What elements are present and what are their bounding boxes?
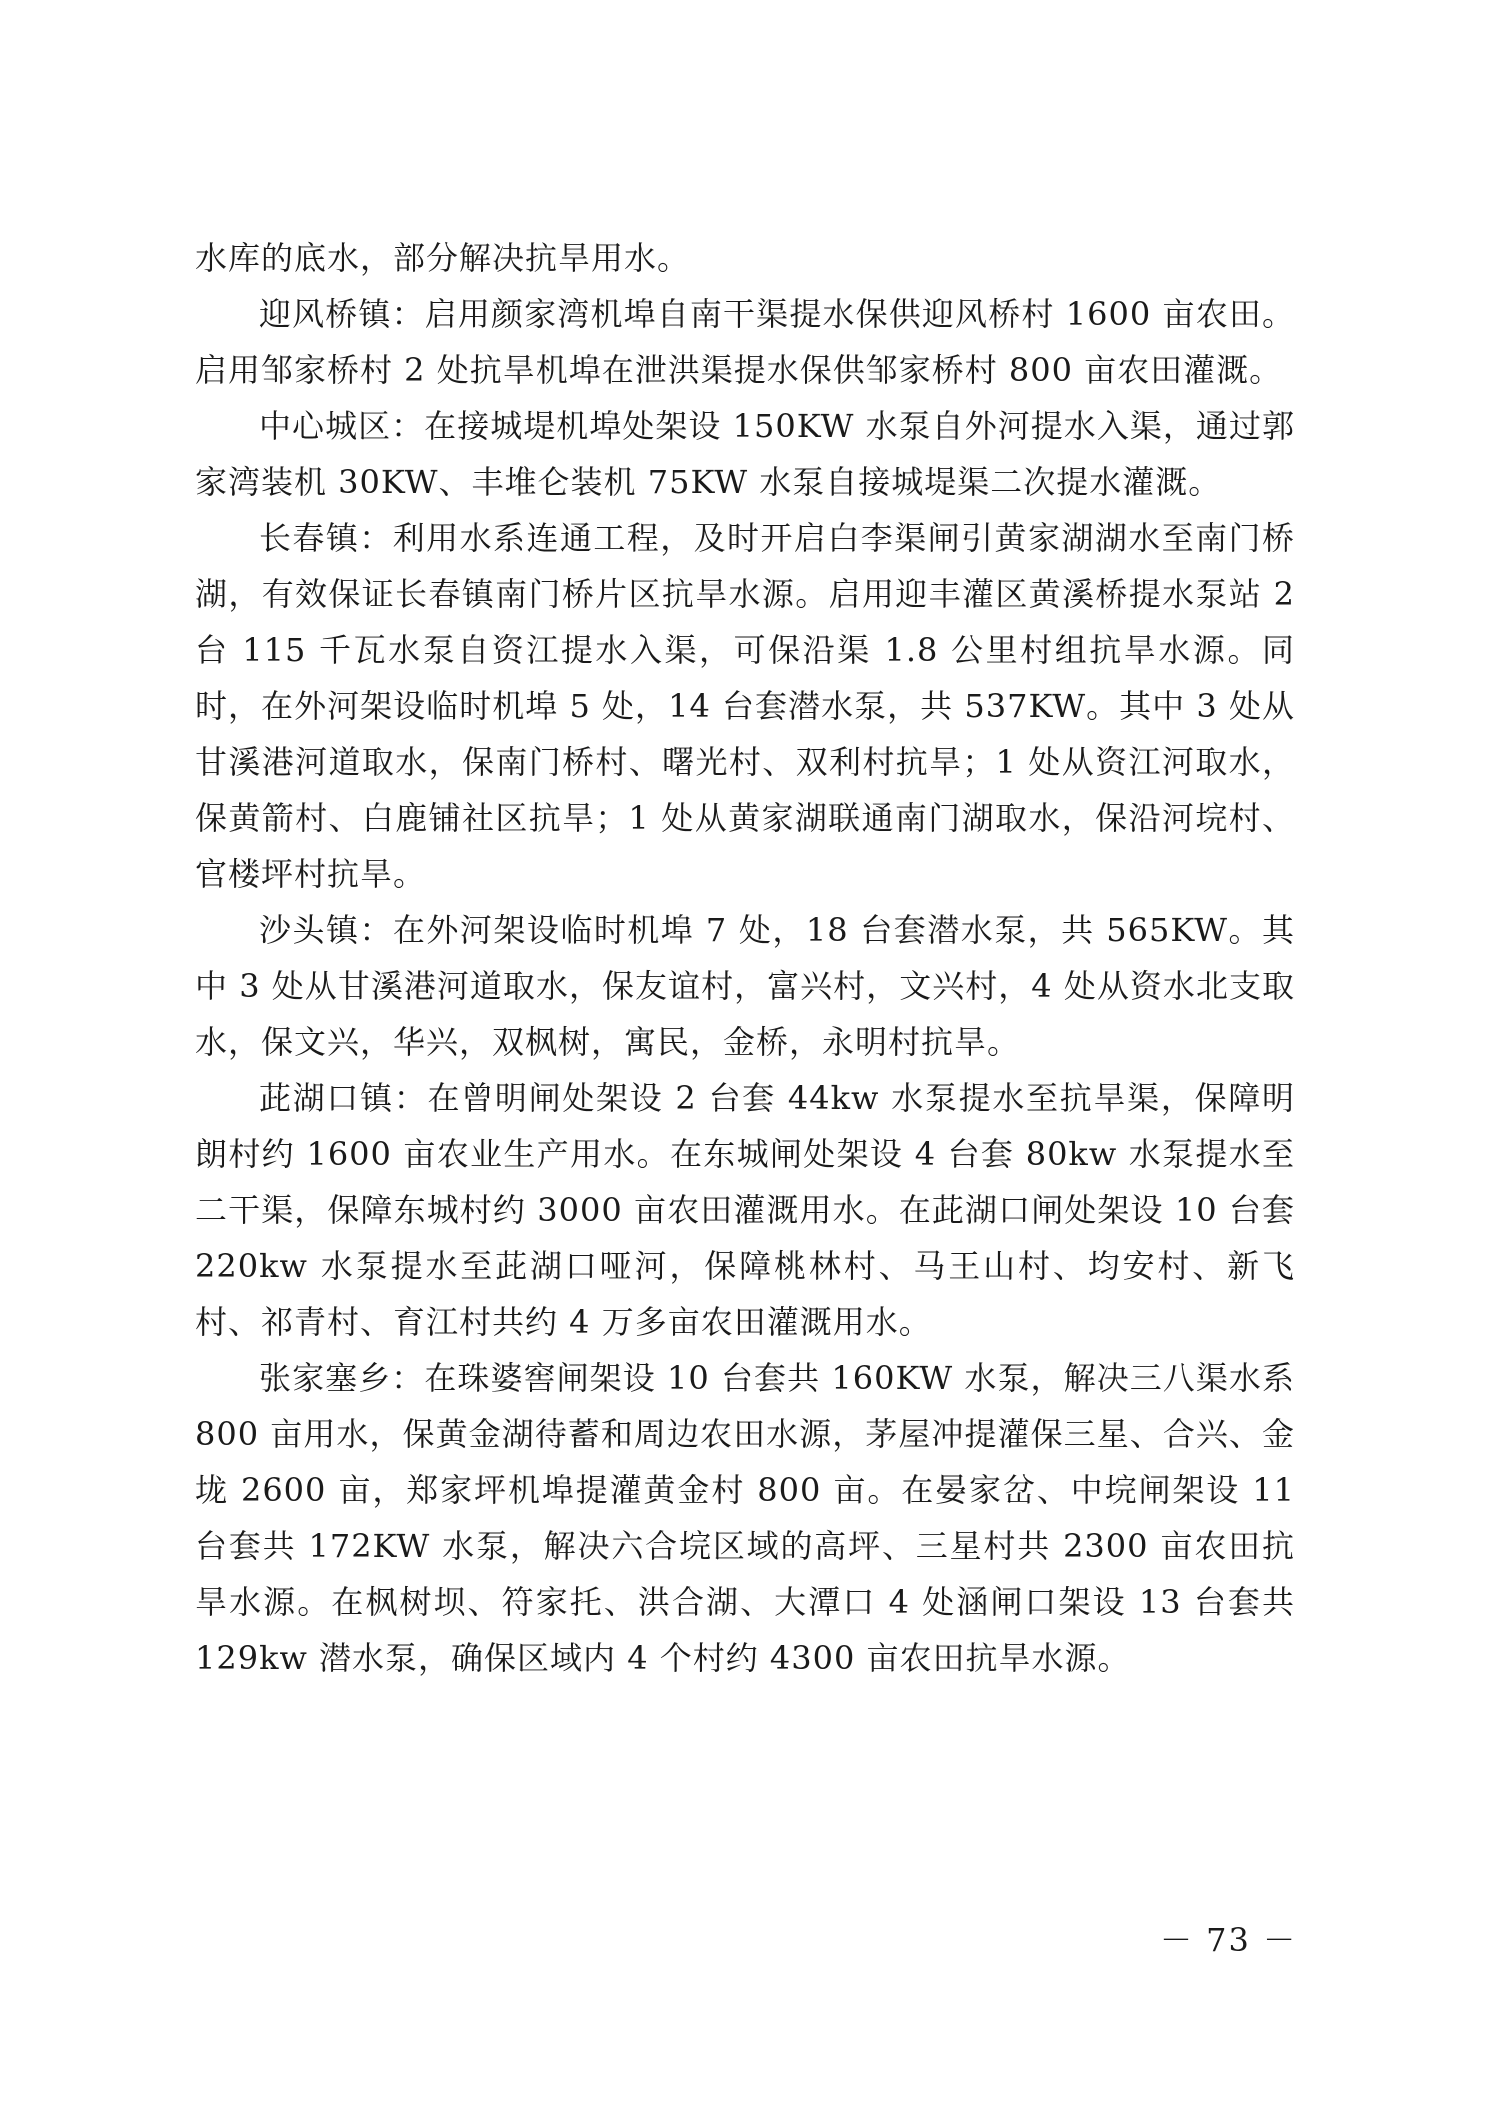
paragraph: 沙头镇：在外河架设临时机埠 7 处，18 台套潜水泵，共 565KW。其中 3 处从甘溪港河道取水，保友谊村，富兴村，文兴村，4 处从资水北支取水，保文兴，华兴，双枫树，寓民，金桥，永明村抗旱。 xyxy=(195,911,1295,1061)
paragraph: 迎风桥镇：启用颜家湾机埠自南干渠提水保供迎风桥村 1600 亩农田。启用邹家桥村 2 处抗旱机埠在泄洪渠提水保供邹家桥村 800 亩农田灌溉。 xyxy=(195,295,1295,389)
paragraph: 张家塞乡：在珠婆窖闸架设 10 台套共 160KW 水泵，解决三八渠水系 800 亩用水，保黄金湖待蓄和周边农田水源，茅屋冲提灌保三星、合兴、金垅 2600 亩，郑家坪机埠提灌黄金村 800 亩。在晏家岔、中垸闸架设 11 台套共 172KW 水泵，解决六合垸区域的高坪、三星村共 2300 亩农田抗旱水源。在枫树坝、符家托、洪合湖、大潭口 4 处涵闸口架设 13 台套共 129kw 潜水泵，确保区域内 4 个村约 4300 亩农田抗旱水源。 xyxy=(195,1359,1295,1677)
paragraph: 中心城区：在接城堤机埠处架设 150KW 水泵自外河提水入渠，通过郭家湾装机 30KW、丰堆仑装机 75KW 水泵自接城堤渠二次提水灌溉。 xyxy=(195,407,1295,501)
paragraph: 水库的底水，部分解决抗旱用水。 xyxy=(195,239,691,277)
body-text xyxy=(195,230,1295,1686)
paragraph: 茈湖口镇：在曾明闸处架设 2 台套 44kw 水泵提水至抗旱渠，保障明朗村约 1600 亩农业生产用水。在东城闸处架设 4 台套 80kw 水泵提水至二干渠，保障东城村约 3000 亩农田灌溉用水。在茈湖口闸处架设 10 台套 220kw 水泵提水至茈湖口哑河，保障桃林村、马王山村、均安村、新飞村、祁青村、育江村共约 4 万多亩农田灌溉用水。 xyxy=(195,1079,1295,1341)
page-number: － 73 － xyxy=(1160,1921,1298,1959)
paragraph: 长春镇：利用水系连通工程，及时开启白李渠闸引黄家湖湖水至南门桥湖，有效保证长春镇南门桥片区抗旱水源。启用迎丰灌区黄溪桥提水泵站 2 台 115 千瓦水泵自资江提水入渠，可保沿渠 1.8 公里村组抗旱水源。同时，在外河架设临时机埠 5 处，14 台套潜水泵，共 537KW。其中 3 处从甘溪港河道取水，保南门桥村、曙光村、双利村抗旱；1 处从资江河取水，保黄箭村、白鹿铺社区抗旱；1 处从黄家湖联通南门湖取水，保沿河垸村、官楼坪村抗旱。 xyxy=(195,519,1295,893)
